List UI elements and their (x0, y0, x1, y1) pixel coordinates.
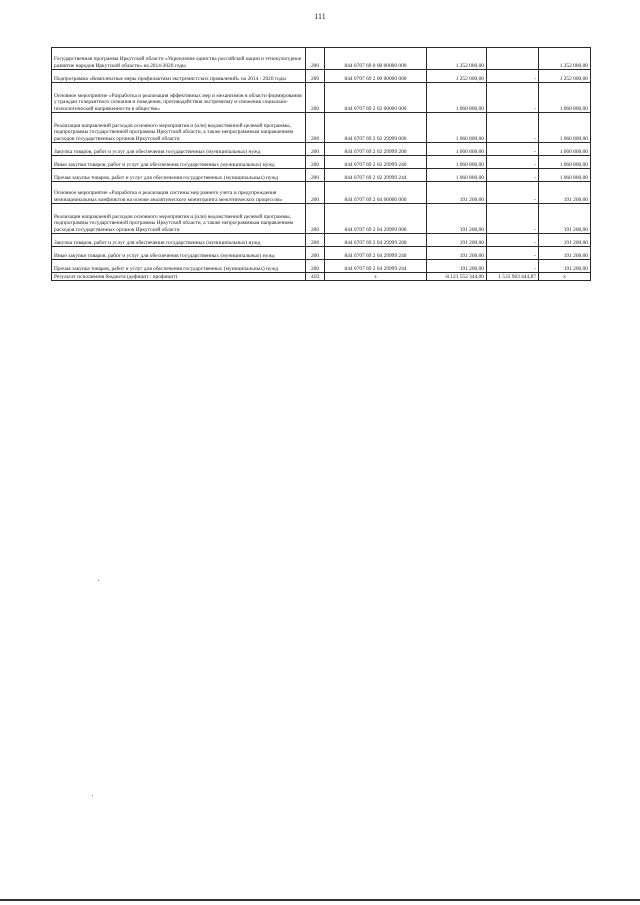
budget-classification-code-cell: 844 0707 69 2 04 29999 000 (325, 204, 427, 234)
unexecuted-amount-cell: 191 200,00 (539, 247, 591, 260)
table-row (52, 182, 591, 204)
executed-amount-cell: - (487, 143, 539, 156)
unexecuted-amount-cell: 1 252 000,00 (539, 70, 591, 83)
table-row (52, 247, 591, 260)
line-code-cell: 200 (306, 70, 325, 83)
table-row (52, 143, 591, 156)
row-name-cell: Подпрограмма «Комплексные меры профилактики экстремистских проявлений» на 2014 - 2020 годы (52, 70, 306, 83)
executed-amount-cell: - (487, 113, 539, 143)
approved-amount-cell: 1 060 800,00 (427, 113, 487, 143)
line-code-cell: 450 (306, 273, 325, 281)
row-name-cell: Прочая закупка товаров, работ и услуг для обеспечения государственных (муниципальных) нужд (52, 169, 306, 182)
unexecuted-amount-cell: 191 200,00 (539, 234, 591, 247)
budget-classification-code-cell: 844 0707 69 2 02 29999 244 (325, 169, 427, 182)
unexecuted-amount-cell: 1 060 800,00 (539, 169, 591, 182)
unexecuted-amount-cell: 1 060 800,00 (539, 156, 591, 169)
approved-amount-cell: 1 060 800,00 (427, 143, 487, 156)
executed-amount-cell: - (487, 156, 539, 169)
row-name-cell: Закупка товаров, работ и услуг для обеспечения государственных (муниципальных) нужд (52, 234, 306, 247)
line-code-cell: 200 (306, 247, 325, 260)
approved-amount-cell: 1 252 000,00 (427, 48, 487, 70)
unexecuted-amount-cell: x (539, 273, 591, 281)
approved-amount-cell: 191 200,00 (427, 204, 487, 234)
table-row (52, 48, 591, 70)
executed-amount-cell (487, 48, 539, 70)
budget-execution-table (51, 47, 591, 281)
scan-speck (92, 795, 93, 796)
line-code-cell: 200 (306, 113, 325, 143)
budget-classification-code-cell: 844 0707 69 0 00 00000 000 (325, 48, 427, 70)
table-body (52, 48, 591, 281)
row-name-cell: Иные закупки товаров, работ и услуг для обеспечения государственных (муниципальных) нужд (52, 247, 306, 260)
row-name-cell: Реализация направлений расходов основного мероприятия и (или) ведомственной целевой программы, подпрограммы государственной программы Иркутской области, а также непрограммным направлениям расходов государственных органов Иркутской области (52, 113, 306, 143)
table-row (52, 204, 591, 234)
line-code-cell: 200 (306, 156, 325, 169)
executed-amount-cell: - (487, 70, 539, 83)
approved-amount-cell: 1 060 800,00 (427, 83, 487, 113)
table-row (52, 83, 591, 113)
unexecuted-amount-cell: 191 200,00 (539, 204, 591, 234)
table-row (52, 169, 591, 182)
executed-amount-cell: - (487, 247, 539, 260)
row-name-cell: Реализация направлений расходов основного мероприятия и (или) ведомственной целевой программы, подпрограммы государственной программы Иркутской области, а также непрограммным направлениям расходов государственных органов Иркутской области (52, 204, 306, 234)
budget-classification-code-cell: 844 0707 69 2 02 29999 200 (325, 143, 427, 156)
table-row (52, 260, 591, 273)
bottom-scan-edge (0, 899, 640, 901)
approved-amount-cell: -8 121 552 344,00 (427, 273, 487, 281)
approved-amount-cell: 191 200,00 (427, 260, 487, 273)
budget-classification-code-cell: 844 0707 69 2 04 29999 200 (325, 234, 427, 247)
unexecuted-amount-cell: 1 060 800,00 (539, 83, 591, 113)
approved-amount-cell: 191 200,00 (427, 234, 487, 247)
line-code-cell: 200 (306, 83, 325, 113)
executed-amount-cell: - (487, 182, 539, 204)
row-name-cell: Результат исполнения бюджета (дефицит / профицит) (52, 273, 306, 281)
row-name-cell: Иные закупки товаров, работ и услуг для обеспечения государственных (муниципальных) нужд (52, 156, 306, 169)
unexecuted-amount-cell: 1 252 000,00 (539, 48, 591, 70)
unexecuted-amount-cell: 1 060 800,00 (539, 143, 591, 156)
table-row (52, 156, 591, 169)
line-code-cell: 200 (306, 182, 325, 204)
approved-amount-cell: 1 060 800,00 (427, 169, 487, 182)
line-code-cell: 200 (306, 204, 325, 234)
approved-amount-cell: 191 200,00 (427, 247, 487, 260)
budget-classification-code-cell: x (325, 273, 427, 281)
executed-amount-cell: 1 535 963 444,87 (487, 273, 539, 281)
executed-amount-cell: - (487, 83, 539, 113)
unexecuted-amount-cell: 191 200,00 (539, 260, 591, 273)
budget-classification-code-cell: 844 0707 69 2 04 29999 244 (325, 260, 427, 273)
budget-classification-code-cell: 844 0707 69 2 00 00000 000 (325, 70, 427, 83)
line-code-cell: 200 (306, 234, 325, 247)
scan-speck (98, 580, 99, 581)
table-row (52, 273, 591, 281)
table-row (52, 113, 591, 143)
row-name-cell: Основное мероприятие «Разработка и реализация эффективных мер и механизмов в области формирования у граждан толерантного сознания и поведения, противодействия экстремизму и снижения социально-психологической напряженности в обществе» (52, 83, 306, 113)
budget-classification-code-cell: 844 0707 69 2 04 29999 240 (325, 247, 427, 260)
unexecuted-amount-cell: 191 200,00 (539, 182, 591, 204)
table-row (52, 234, 591, 247)
line-code-cell: 200 (306, 48, 325, 70)
row-name-cell: Государственная программа Иркутской области «Укрепление единства российской нации и этнокультурное развитие народов Иркутской области» на 2014-2020 годы (52, 48, 306, 70)
executed-amount-cell: - (487, 204, 539, 234)
executed-amount-cell: - (487, 169, 539, 182)
executed-amount-cell: - (487, 260, 539, 273)
budget-classification-code-cell: 844 0707 69 2 02 00000 000 (325, 83, 427, 113)
executed-amount-cell: - (487, 234, 539, 247)
budget-classification-code-cell: 844 0707 69 2 02 29999 000 (325, 113, 427, 143)
row-name-cell: Основное мероприятие «Разработка и реализация системы мер раннего учета и предупреждения межнациональных конфликтов на основе аналитического мониторинга межэтнических процессов» (52, 182, 306, 204)
line-code-cell: 200 (306, 260, 325, 273)
approved-amount-cell: 191 200,00 (427, 182, 487, 204)
table-row (52, 70, 591, 83)
row-name-cell: Закупка товаров, работ и услуг для обеспечения государственных (муниципальных) нужд (52, 143, 306, 156)
line-code-cell: 200 (306, 169, 325, 182)
approved-amount-cell: 1 060 800,00 (427, 156, 487, 169)
approved-amount-cell: 1 252 000,00 (427, 70, 487, 83)
unexecuted-amount-cell: 1 060 800,00 (539, 113, 591, 143)
line-code-cell: 200 (306, 143, 325, 156)
page-number: 111 (314, 12, 326, 21)
budget-classification-code-cell: 844 0707 69 2 04 00000 000 (325, 182, 427, 204)
budget-classification-code-cell: 844 0707 69 2 02 29999 240 (325, 156, 427, 169)
row-name-cell: Прочая закупка товаров, работ и услуг для обеспечения государственных (муниципальных) нужд (52, 260, 306, 273)
